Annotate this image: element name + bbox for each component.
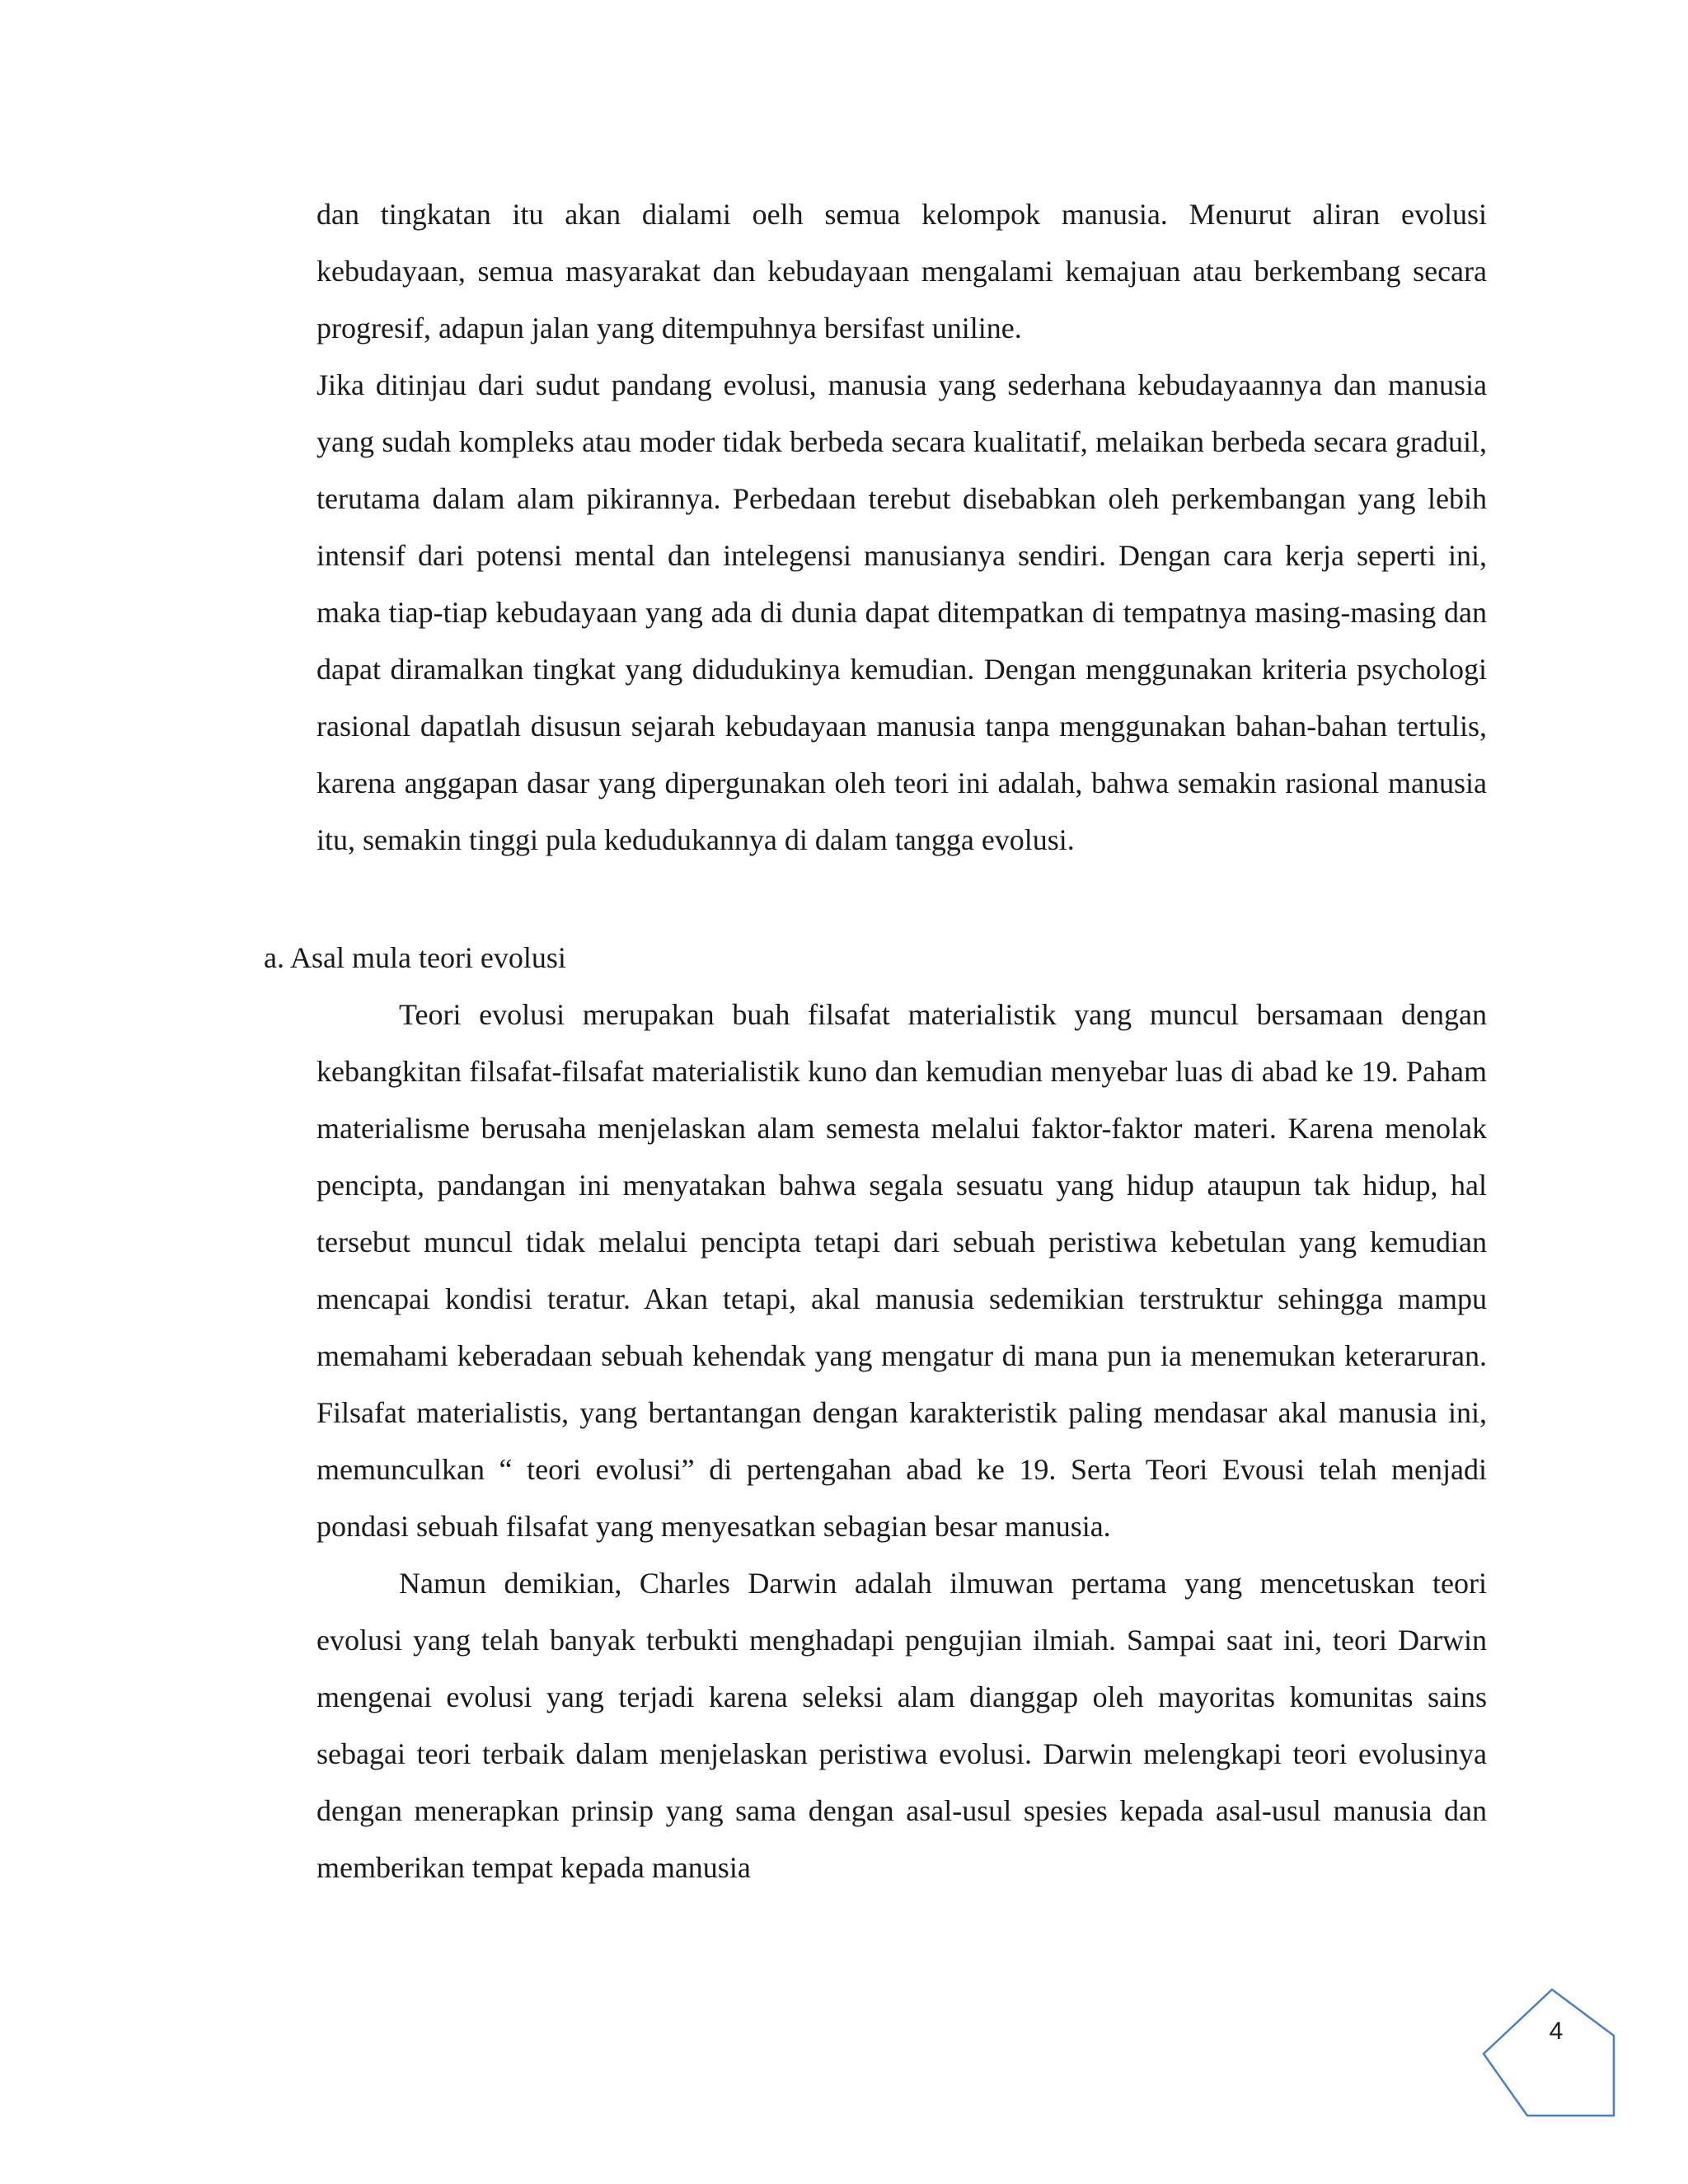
section-heading: a. Asal mula teori evolusi: [264, 941, 566, 974]
paragraph-evolution-viewpoint: Jika ditinjau dari sudut pandang evolusi, manusia yang sederhana kebudayaannya dan manusia yang sudah kompleks atau moder tidak berbeda secara kualitatif, melaikan berbeda secara graduil, terutama dalam alam pikirannya. Perbedaan terebut disebabkan oleh perkembangan yang lebih intensif dari potensi mental dan intelegensi manusianya sendiri. Dengan cara kerja seperti ini, maka tiap-tiap kebudayaan yang ada di dunia dapat ditempatkan di tempatnya masing-masing dan dapat diramalkan tingkat yang didudukinya kemudian. Dengan menggunakan kriteria psychologi rasional dapatlah disusun sejarah kebudayaan manusia tanpa menggunakan bahan-bahan tertulis, karena anggapan dasar yang dipergunakan oleh teori ini adalah, bahwa semakin rasional manusia itu, semakin tinggi pula kedudukannya di dalam tangga evolusi.: [316, 368, 1487, 856]
paragraph-materialism: Teori evolusi merupakan buah filsafat materialistik yang muncul bersamaan dengan kebangkitan filsafat-filsafat materialistik kuno dan kemudian menyebar luas di abad ke 19. Paham materialisme berusaha menjelaskan alam semesta melalui faktor-faktor materi. Karena menolak pencipta, pandangan ini menyatakan bahwa segala sesuatu yang hidup ataupun tak hidup, hal tersebut muncul tidak melalui pencipta tetapi dari sebuah peristiwa kebetulan yang kemudian mencapai kondisi teratur. Akan tetapi, akal manusia sedemikian terstruktur sehingga mampu memahami keberadaan sebuah kehendak yang mengatur di mana pun ia menemukan keteraruran. Filsafat materialistis, yang bertantangan dengan karakteristik paling mendasar akal manusia ini, memunculkan “ teori evolusi” di pertengahan abad ke 19. Serta Teori Evousi telah menjadi pondasi sebuah filsafat yang menyesatkan sebagian besar manusia.: [316, 998, 1487, 1543]
page-number: 4: [1549, 2018, 1564, 2045]
body-text-top: [316, 186, 1487, 869]
paragraph-darwin: Namun demikian, Charles Darwin adalah ilmuwan pertama yang mencetuskan teori evolusi yang telah banyak terbukti menghadapi pengujian ilmiah. Sampai saat ini, teori Darwin mengenai evolusi yang terjadi karena seleksi alam dianggap oleh mayoritas komunitas sains sebagai teori terbaik dalam menjelaskan peristiwa evolusi. Darwin melengkapi teori evolusinya dengan menerapkan prinsip yang sama dengan asal-usul spesies kepada asal-usul manusia dan memberikan tempat kepada manusia: [316, 1567, 1487, 1884]
body-text-section: [316, 987, 1487, 1896]
page-number-badge-icon: [1482, 1988, 1622, 2120]
paragraph-evolution-stages: dan tingkatan itu akan dialami oelh semua kelompok manusia. Menurut aliran evolusi kebudayaan, semua masyarakat dan kebudayaan mengalami kemajuan atau berkembang secara progresif, adapun jalan yang ditempuhnya bersifast uniline.: [316, 198, 1487, 344]
